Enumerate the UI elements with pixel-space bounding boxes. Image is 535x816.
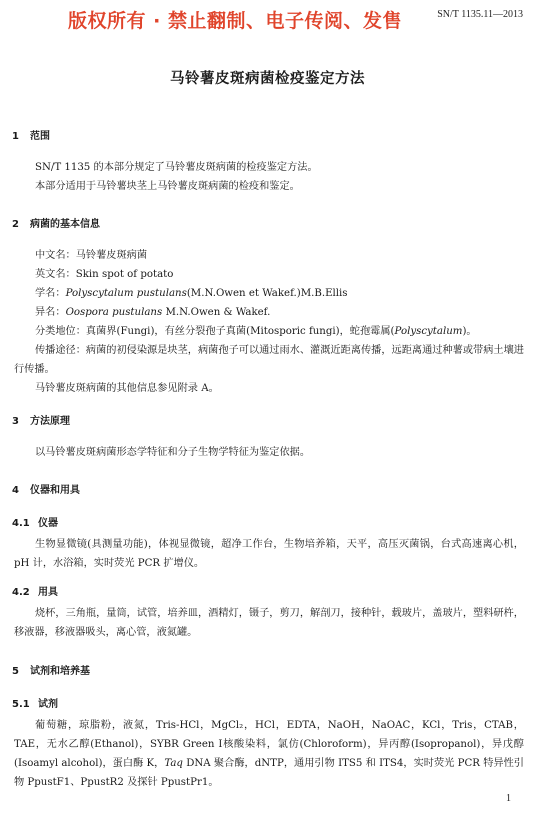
section-5-1-heading (12, 695, 58, 710)
label: 异名： (35, 307, 66, 318)
label: 分类地位：真菌界(Fungi)，有丝分裂孢子真菌(Mitosporic fungi)，蛇孢霉属( (35, 326, 395, 337)
document-title: 马铃薯皮斑病菌检疫鉴定方法 (170, 71, 365, 87)
authority: (M.N.Owen et Wakef.)M.B.Ellis (186, 288, 348, 299)
section-number: 5.1 (12, 699, 30, 710)
taxonomy (14, 322, 524, 341)
section-number: 4.2 (12, 587, 30, 598)
section-title: 仪器 (38, 518, 58, 529)
section-number: 1 (12, 131, 19, 142)
section-title: 方法原理 (30, 416, 70, 427)
scientific-name (14, 284, 524, 303)
principle-paragraph: 以马铃薯皮斑病菌形态学特征和分子生物学特征为鉴定依据。 (35, 447, 311, 458)
section-1-heading (12, 127, 50, 142)
authority: M.N.Owen & Wakef. (162, 307, 271, 318)
section-title: 试剂和培养基 (30, 666, 90, 677)
standard-number: SN/T 1135.11—2013 (437, 9, 523, 20)
section-number: 4.1 (12, 518, 30, 529)
reagents-paragraph (14, 716, 524, 792)
section-title: 病菌的基本信息 (30, 219, 100, 230)
other-info: 马铃薯皮斑病菌的其他信息参见附录 A。 (35, 383, 219, 394)
section-number: 2 (12, 219, 19, 230)
section-4-heading (12, 481, 80, 496)
synonym (14, 303, 524, 322)
section-5-heading (12, 662, 90, 677)
genus-name: Polyscytalum (394, 326, 463, 337)
section-title: 试剂 (38, 699, 58, 710)
section-title: 仪器和用具 (30, 485, 80, 496)
species-name: Oospora pustulans (65, 307, 163, 318)
closing: )。 (462, 326, 477, 337)
scope-paragraph-2: 本部分适用于马铃薯块茎上马铃薯皮斑病菌的检疫和鉴定。 (35, 181, 300, 192)
section-number: 3 (12, 416, 19, 427)
section-title: 范围 (30, 131, 50, 142)
chinese-name: 中文名：马铃薯皮斑病菌 (35, 250, 148, 261)
section-4-1-heading (12, 514, 58, 529)
section-number: 4 (12, 485, 19, 496)
instruments-paragraph: 生物显微镜(具测量功能)，体视显微镜，超净工作台，生物培养箱，天平，高压灭菌锅，台式高速离心机，pH 计，水浴箱，实时荧光 PCR 扩增仪。 (14, 539, 524, 569)
page-number: 1 (506, 793, 511, 804)
section-number: 5 (12, 666, 19, 677)
section-3-heading (12, 412, 70, 427)
scope-paragraph-1: SN/T 1135 的本部分规定了马铃薯皮斑病菌的检疫鉴定方法。 (35, 162, 318, 173)
tools-paragraph: 烧杯，三角瓶，量筒，试管，培养皿，酒精灯，镊子，剪刀，解剖刀，接种针，载玻片，盖玻片，塑料研杵，移液器，移液器吸头，离心管，液氮罐。 (14, 608, 524, 638)
section-4-2-heading (12, 583, 58, 598)
taq-italic: Taq (164, 758, 183, 769)
copyright-watermark: 版权所有 · 禁止翻制、电子传阅、发售 (68, 10, 402, 32)
section-title: 用具 (38, 587, 58, 598)
species-name: Polyscytalum pustulans (65, 288, 187, 299)
reagents-text: 葡萄糖，琼脂粉，液氮，Tris-HCl，MgCl₂，HCl，EDTA，NaOH，NaOAC，KCl，Tris，CTAB，TAE，无水乙醇(Ethanol)，SYBR Green Ⅰ核酸染料，氯仿(Chloroform)，异丙醇(Isopropanol)，异戊醇(Isoamyl alcohol)，蛋白酶 K， (14, 720, 524, 769)
english-name: 英文名：Skin spot of potato (35, 269, 174, 280)
reagents-text-cont: DNA 聚合酶，dNTP，通用引物 ITS5 和 ITS4，实时荧光 PCR 特异性引物 PpustF1、PpustR2 及探针 PpustPr1。 (14, 758, 524, 788)
label: 学名： (35, 288, 66, 299)
section-2-heading (12, 215, 100, 230)
transmission-route: 传播途径：病菌的初侵染源是块茎，病菌孢子可以通过雨水、灌溉近距离传播，远距离通过种薯或带病土壤进行传播。 (14, 345, 524, 375)
